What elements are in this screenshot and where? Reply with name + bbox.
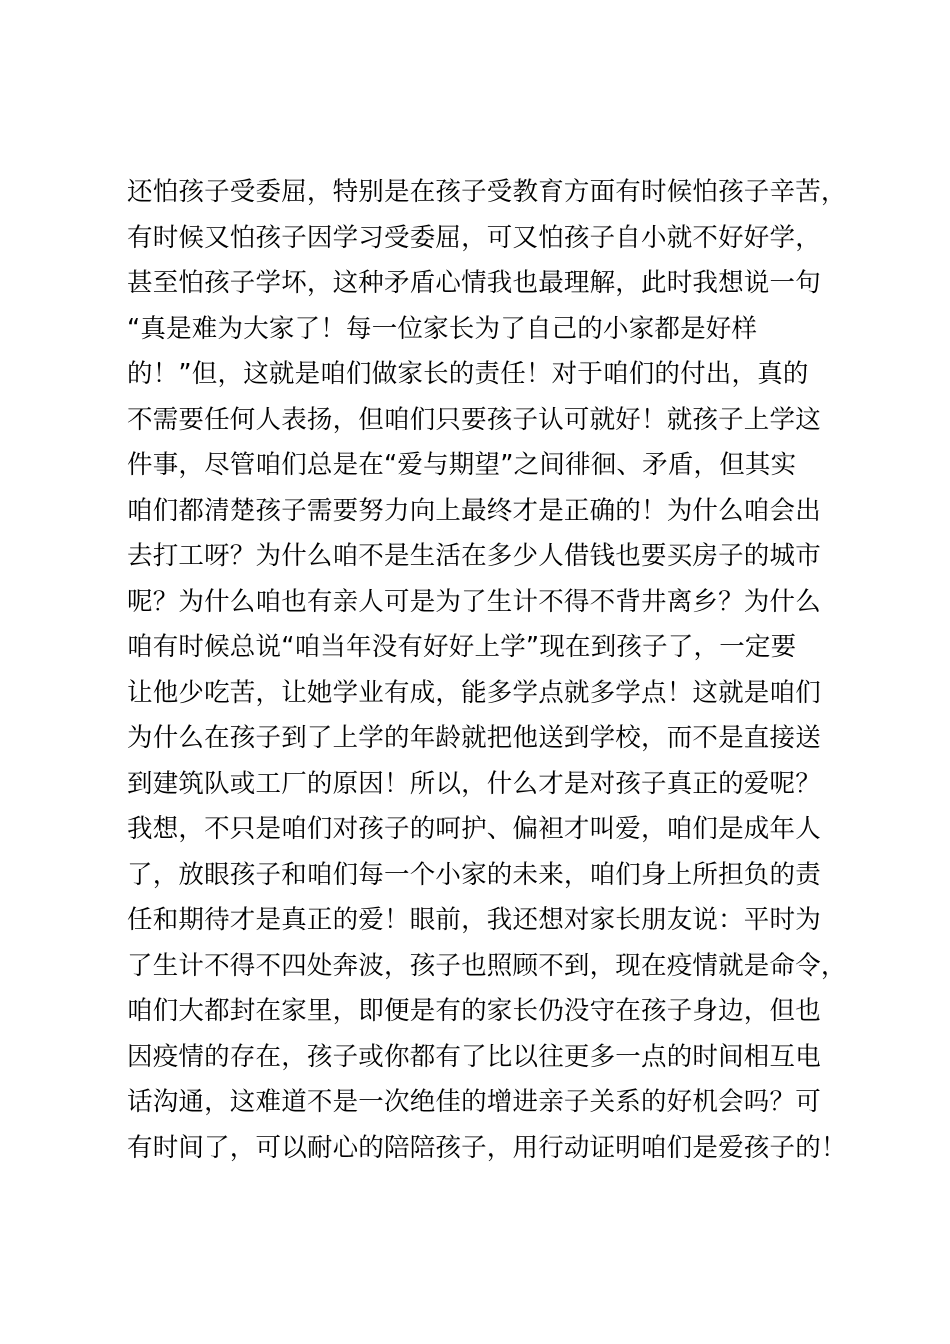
text-line: 咱们都清楚孩子需要努力向上最终才是正确的！为什么咱会出	[127, 495, 821, 526]
text-line: 了生计不得不四处奔波，孩子也照顾不到，现在疫情就是命令，	[127, 950, 847, 981]
text-line: 还怕孩子受委屈，特别是在孩子受教育方面有时候怕孩子辛苦，	[127, 177, 847, 207]
text-line: 件事，尽管咱们总是在“爱与期望”之间徘徊、矛盾，但其实	[127, 450, 797, 480]
text-line: 为什么在孩子到了上学的年龄就把他送到学校，而不是直接送	[127, 723, 821, 753]
text-line: 话沟通，这难道不是一次绝佳的增进亲子关系的好机会吗？可	[127, 1087, 821, 1117]
text-line: 到建筑队或工厂的原因！所以，什么才是对孩子真正的爱呢？	[127, 768, 821, 799]
text-line: 让他少吃苦，让她学业有成，能多学点就多学点！这就是咱们	[127, 677, 821, 708]
text-line: 甚至怕孩子学坏，这种矛盾心情我也最理解，此时我想说一句	[127, 268, 821, 298]
body-paragraph	[127, 170, 867, 1171]
text-line: 咱们大都封在家里，即便是有的家长仍没守在孩子身边，但也	[127, 996, 821, 1026]
text-line: 有时间了，可以耐心的陪陪孩子，用行动证明咱们是爱孩子的！	[127, 1132, 847, 1163]
text-line: 有时候又怕孩子因学习受委屈，可又怕孩子自小就不好好学，	[127, 222, 821, 253]
text-line: 咱有时候总说“咱当年没有好好上学”现在到孩子了，一定要	[127, 632, 797, 662]
text-line: “真是难为大家了！每一位家长为了自己的小家都是好样	[127, 313, 758, 344]
text-line: 不需要任何人表扬，但咱们只要孩子认可就好！就孩子上学这	[127, 404, 821, 435]
text-line: 呢？为什么咱也有亲人可是为了生计不得不背井离乡？为什么	[127, 586, 821, 617]
text-line: 任和期待才是真正的爱！眼前，我还想对家长朋友说：平时为	[127, 905, 821, 935]
text-line: 了，放眼孩子和咱们每一个小家的未来，咱们身上所担负的责	[127, 859, 821, 890]
text-line: 的！”但，这就是咱们做家长的责任！对于咱们的付出，真的	[127, 359, 809, 389]
text-line: 去打工呀？为什么咱不是生活在多少人借钱也要买房子的城市	[127, 541, 821, 571]
text-line: 我想，不只是咱们对孩子的呵护、偏袒才叫爱，咱们是成年人	[127, 814, 821, 844]
text-line: 因疫情的存在，孩子或你都有了比以往更多一点的时间相互电	[127, 1041, 821, 1072]
